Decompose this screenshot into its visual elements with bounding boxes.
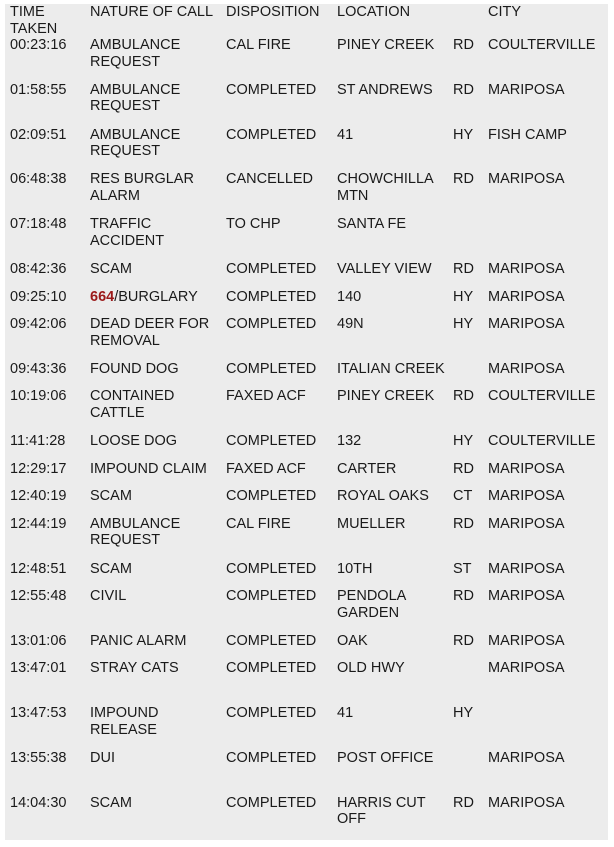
cell-disposition: COMPLETED — [226, 126, 317, 143]
table-row — [5, 261, 608, 289]
cell-time-taken: 08:42:36 — [10, 261, 67, 278]
cell-location: VALLEY VIEW — [337, 261, 432, 278]
cell-location: 41 — [337, 126, 354, 143]
cell-time-taken: 10:19:06 — [10, 388, 67, 405]
table-row — [5, 588, 608, 633]
cell-city: MARIPOSA — [488, 488, 565, 505]
cell-disposition: COMPLETED — [226, 632, 317, 649]
cell-disposition: COMPLETED — [226, 660, 317, 677]
table-row — [5, 289, 608, 317]
cell-suffix: RD — [453, 81, 474, 98]
table-row — [5, 516, 608, 561]
cell-nature-of-call — [90, 289, 226, 317]
cell-suffix: RD — [453, 171, 474, 188]
cell-disposition: CAL FIRE — [226, 37, 291, 53]
cell-disposition: COMPLETED — [226, 288, 317, 305]
cell-city: FISH CAMP — [488, 126, 567, 143]
cell-disposition: COMPLETED — [226, 261, 317, 278]
cell-disposition: FAXED ACF — [226, 388, 306, 405]
cell-time-taken: 09:43:36 — [10, 360, 67, 377]
cell-city: MARIPOSA — [488, 660, 565, 677]
cell-suffix: RD — [453, 794, 474, 811]
call-text: /BURGLARY — [114, 288, 198, 305]
cell-location: 49N — [337, 316, 364, 333]
cell-time-taken: 12:48:51 — [10, 560, 67, 577]
cell-disposition: COMPLETED — [226, 433, 317, 450]
cell-city: COULTERVILLE — [488, 433, 596, 450]
table-row — [5, 316, 608, 361]
cell-nature-of-call: AMBULANCE REQUEST — [90, 515, 181, 549]
cell-nature-of-call: AMBULANCE REQUEST — [90, 37, 181, 70]
cell-disposition: COMPLETED — [226, 81, 317, 98]
table-row — [5, 388, 608, 433]
header-disposition: DISPOSITION — [226, 4, 320, 20]
cell-time-taken: 13:47:01 — [10, 660, 67, 677]
cell-nature-of-call: AMBULANCE REQUEST — [90, 81, 181, 115]
cell-nature-of-call: STRAY CATS — [90, 660, 179, 677]
cell-time-taken: 02:09:51 — [10, 126, 67, 143]
cell-suffix — [453, 361, 488, 389]
cell-nature-of-call: CIVIL — [90, 588, 127, 605]
table-row — [5, 633, 608, 661]
cell-nature-of-call: RES BURGLAR ALARM — [90, 171, 194, 204]
header-suffix — [453, 4, 488, 37]
cell-disposition: COMPLETED — [226, 360, 317, 377]
cell-location: CARTER — [337, 460, 397, 477]
table-row — [5, 433, 608, 461]
cell-time-taken: 13:47:53 — [10, 705, 67, 722]
cell-nature-of-call: IMPOUND CLAIM — [90, 460, 207, 477]
cell-time-taken: 13:01:06 — [10, 632, 67, 649]
cell-location: ST ANDREWS — [337, 81, 433, 98]
cell-city: MARIPOSA — [488, 588, 565, 605]
cell-location: 41 — [337, 705, 354, 722]
cell-nature-of-call: SCAM — [90, 794, 132, 811]
table-row — [5, 488, 608, 516]
cell-city — [488, 705, 608, 750]
cell-location: CHOWCHILLA MTN — [337, 171, 433, 204]
cell-disposition: TO CHP — [226, 216, 281, 233]
cell-city: MARIPOSA — [488, 261, 565, 278]
cell-nature-of-call: PANIC ALARM — [90, 632, 187, 649]
cell-disposition: COMPLETED — [226, 750, 317, 767]
cell-disposition: CAL FIRE — [226, 515, 291, 532]
cell-time-taken: 14:04:30 — [10, 794, 67, 811]
cell-city: MARIPOSA — [488, 515, 565, 532]
cell-disposition: COMPLETED — [226, 588, 317, 605]
cell-time-taken: 12:40:19 — [10, 488, 67, 505]
cell-nature-of-call: DEAD DEER FOR REMOVAL — [90, 316, 210, 349]
cell-city: MARIPOSA — [488, 750, 565, 767]
cell-city: COULTERVILLE — [488, 37, 596, 53]
table-row — [5, 660, 608, 705]
cell-disposition: COMPLETED — [226, 794, 317, 811]
cell-nature-of-call: FOUND DOG — [90, 360, 179, 377]
header-nature-of-call: NATURE OF CALL — [90, 4, 214, 20]
cell-location: MUELLER — [337, 515, 406, 532]
cell-city: MARIPOSA — [488, 360, 565, 377]
table-row — [5, 795, 608, 840]
table-row — [5, 705, 608, 750]
cell-suffix: RD — [453, 460, 474, 477]
cell-time-taken: 12:29:17 — [10, 460, 67, 477]
table-row — [5, 216, 608, 261]
cell-suffix — [453, 660, 488, 705]
cell-nature-of-call: CONTAINED CATTLE — [90, 388, 175, 421]
table-row — [5, 361, 608, 389]
table-row — [5, 37, 608, 82]
table-row — [5, 750, 608, 795]
cell-time-taken: 09:42:06 — [10, 316, 67, 333]
cell-city: MARIPOSA — [488, 560, 565, 577]
cell-suffix: RD — [453, 37, 474, 53]
cell-suffix: RD — [453, 588, 474, 605]
cell-location: 140 — [337, 288, 362, 305]
cell-time-taken: 13:55:38 — [10, 750, 67, 767]
cell-location: OAK — [337, 632, 368, 649]
table-row — [5, 561, 608, 589]
cell-disposition: CANCELLED — [226, 171, 314, 188]
cell-disposition: COMPLETED — [226, 705, 317, 722]
cell-suffix: RD — [453, 388, 474, 405]
cell-city: COULTERVILLE — [488, 388, 596, 405]
cell-city: MARIPOSA — [488, 171, 565, 188]
call-log-table — [5, 4, 608, 840]
cell-time-taken: 06:48:38 — [10, 171, 67, 188]
cell-time-taken: 12:44:19 — [10, 515, 67, 532]
cell-location: HARRIS CUT OFF — [337, 794, 426, 828]
cell-location: OLD HWY — [337, 660, 405, 677]
header-location: LOCATION — [337, 4, 411, 20]
cell-suffix: HY — [453, 288, 474, 305]
cell-suffix — [453, 216, 488, 261]
cell-suffix: CT — [453, 488, 473, 505]
table-row — [5, 82, 608, 127]
cell-city — [488, 216, 608, 261]
cell-city: MARIPOSA — [488, 794, 565, 811]
cell-time-taken: 12:55:48 — [10, 588, 67, 605]
cell-time-taken: 11:41:28 — [10, 433, 66, 450]
cell-location: POST OFFICE — [337, 750, 434, 767]
cell-location: ITALIAN CREEK — [337, 360, 445, 377]
header-time-taken: TIME TAKEN — [10, 4, 58, 37]
cell-city: MARIPOSA — [488, 288, 565, 305]
cell-suffix: ST — [453, 560, 472, 577]
cell-suffix — [453, 750, 488, 795]
cell-nature-of-call: LOOSE DOG — [90, 433, 178, 450]
cell-suffix: HY — [453, 705, 474, 722]
cell-location: 132 — [337, 433, 362, 450]
cell-nature-of-call: SCAM — [90, 261, 132, 278]
table-row — [5, 127, 608, 172]
call-code: 664 — [90, 288, 115, 305]
cell-location: SANTA FE — [337, 216, 407, 233]
header-city: CITY — [488, 4, 522, 20]
cell-disposition: COMPLETED — [226, 560, 317, 577]
header-row — [5, 4, 608, 37]
cell-location: PENDOLA GARDEN — [337, 588, 406, 621]
cell-location: ROYAL OAKS — [337, 488, 429, 505]
table-body — [5, 37, 608, 840]
table-row — [5, 461, 608, 489]
cell-city: MARIPOSA — [488, 632, 565, 649]
cell-city: MARIPOSA — [488, 460, 565, 477]
cell-suffix: HY — [453, 433, 474, 450]
cell-location: PINEY CREEK — [337, 37, 435, 53]
cell-suffix: HY — [453, 316, 474, 333]
cell-time-taken: 01:58:55 — [10, 81, 67, 98]
cell-time-taken: 09:25:10 — [10, 288, 67, 305]
table-header — [5, 4, 608, 37]
cell-nature-of-call: SCAM — [90, 488, 132, 505]
cell-suffix: RD — [453, 261, 474, 278]
cell-time-taken: 07:18:48 — [10, 216, 67, 233]
cell-suffix: RD — [453, 632, 474, 649]
cell-suffix: HY — [453, 126, 474, 143]
cell-disposition: COMPLETED — [226, 316, 317, 333]
cell-location: PINEY CREEK — [337, 388, 435, 405]
cell-nature-of-call: AMBULANCE REQUEST — [90, 126, 181, 160]
cell-suffix: RD — [453, 515, 474, 532]
cell-nature-of-call: TRAFFIC ACCIDENT — [90, 216, 165, 249]
table-row — [5, 171, 608, 216]
cell-nature-of-call: DUI — [90, 750, 115, 767]
cell-nature-of-call: SCAM — [90, 560, 132, 577]
cell-disposition: FAXED ACF — [226, 460, 306, 477]
cell-nature-of-call: IMPOUND RELEASE — [90, 705, 159, 738]
cell-disposition: COMPLETED — [226, 488, 317, 505]
cell-city: MARIPOSA — [488, 316, 565, 333]
cell-time-taken: 00:23:16 — [10, 37, 67, 53]
cell-location: 10TH — [337, 560, 373, 577]
cell-city: MARIPOSA — [488, 81, 565, 98]
